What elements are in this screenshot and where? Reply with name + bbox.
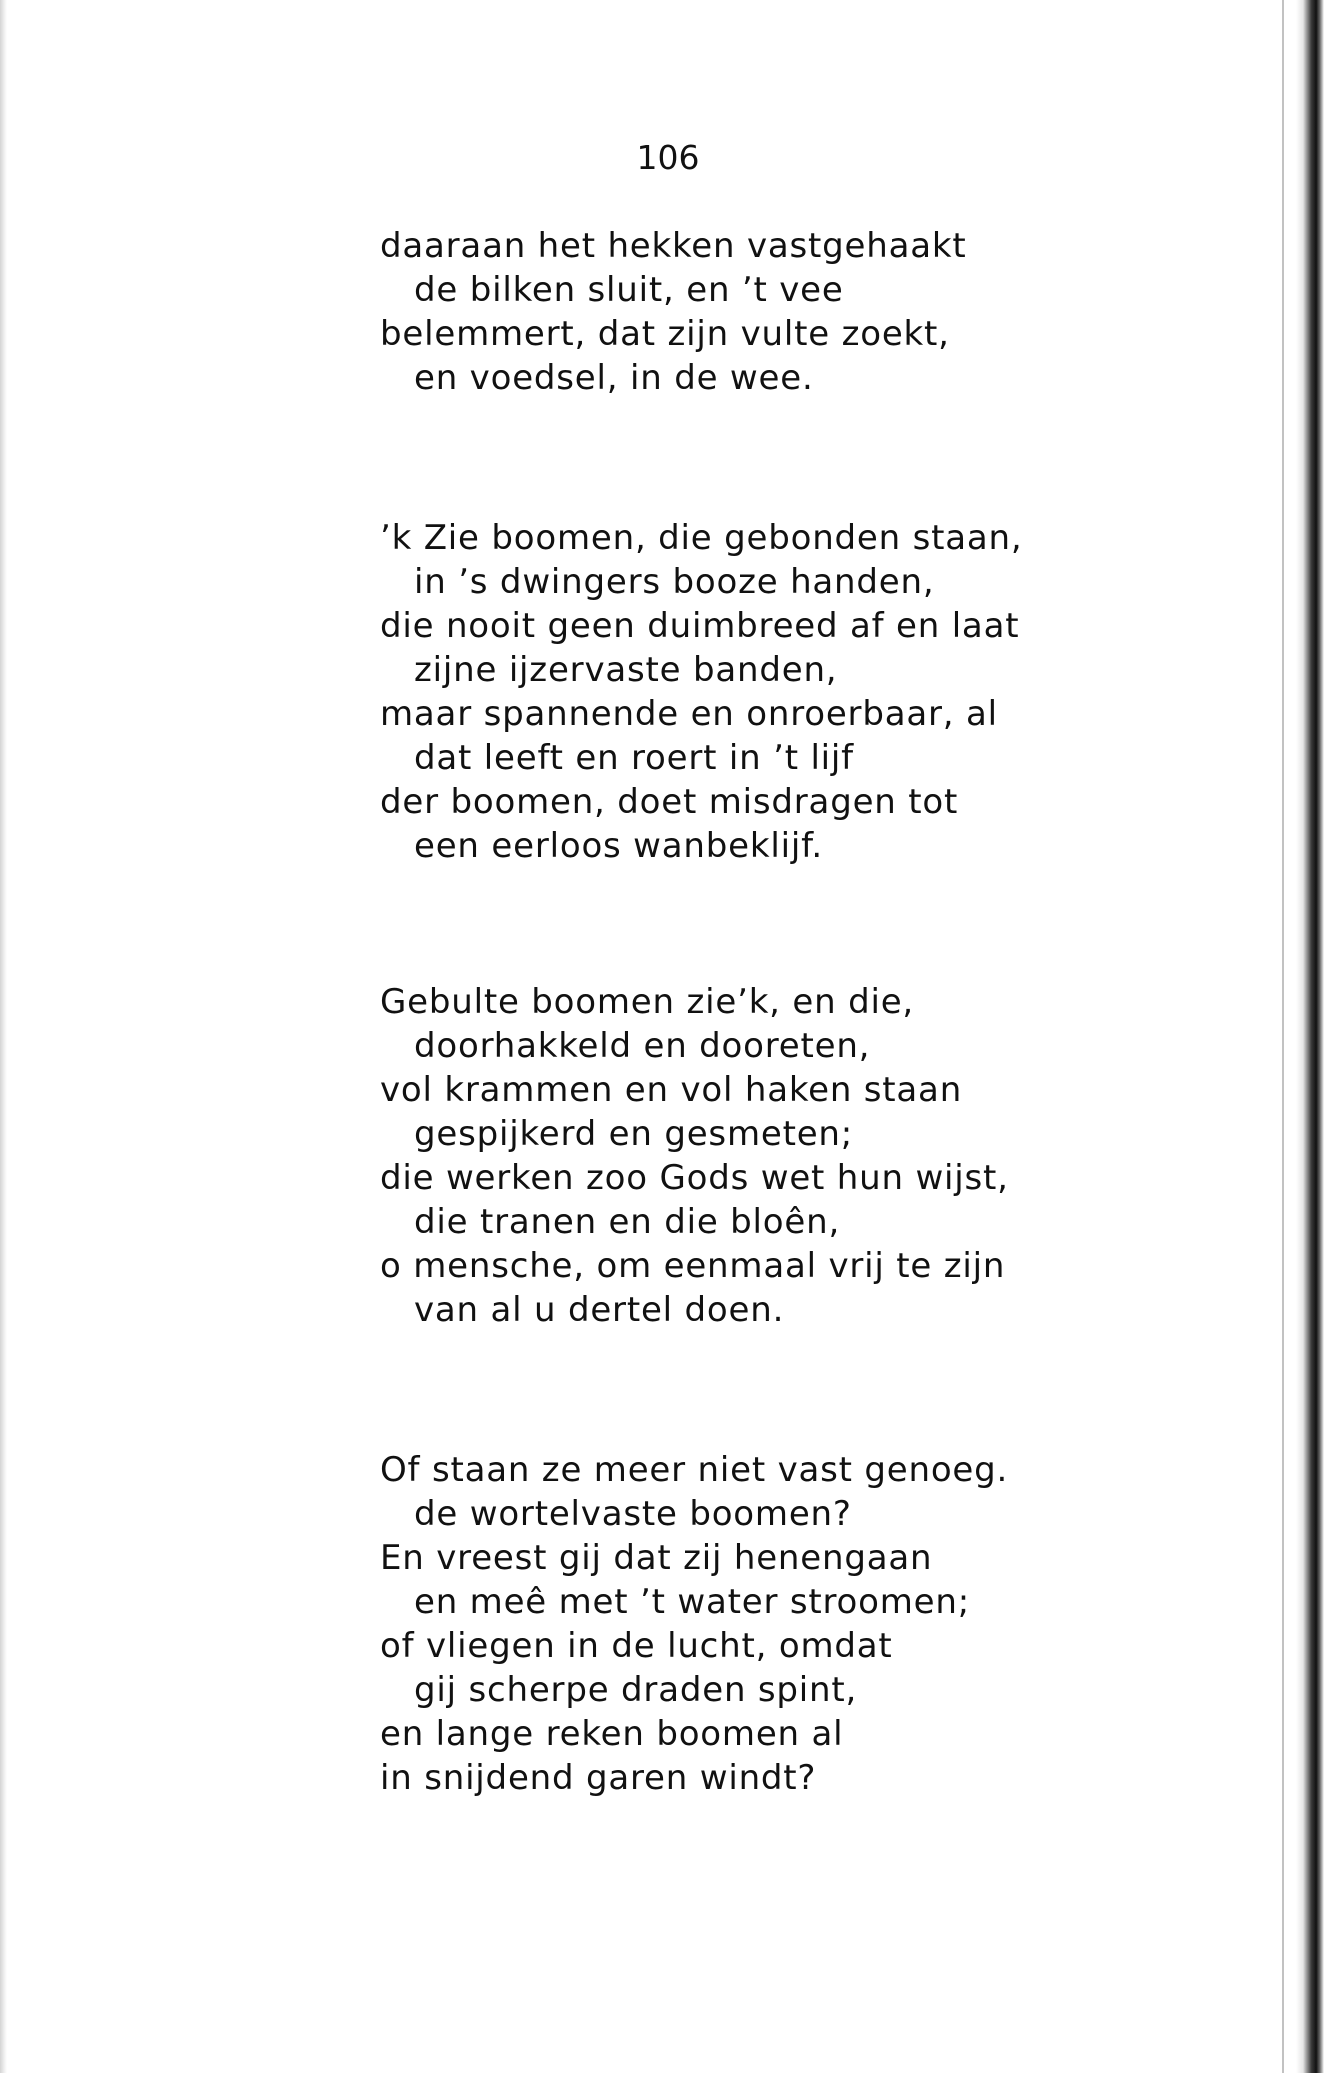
scan-edge-left [0,0,7,2073]
poem-line: belemmert, dat zijn vulte zoekt, [380,314,950,354]
stanza-2 [380,516,1023,868]
poem-line: de bilken sluit, en ’t vee [414,270,844,310]
poem-line: gij scherpe draden spint, [414,1670,858,1710]
page-number: 106 [636,138,700,177]
poem-line: die werken zoo Gods wet hun wijst, [380,1158,1009,1198]
poem-line: die tranen en die bloên, [414,1202,841,1242]
poem-line: in snijdend garen windt? [380,1758,817,1798]
poem-line: der boomen, doet misdragen tot [380,782,959,822]
poem-line: en meê met ’t water stroomen; [414,1582,970,1622]
poem-line: doorhakkeld en dooreten, [414,1026,871,1066]
poem-line: en voedsel, in de wee. [414,358,814,398]
poem-line: de wortelvaste boomen? [414,1494,852,1534]
poem-line: maar spannende en onroerbaar, al [380,694,998,734]
poem-line: of vliegen in de lucht, omdat [380,1626,893,1666]
scan-fold-line [1282,0,1284,2073]
stanza-4 [380,1448,1020,1800]
poem-line: in ’s dwingers booze handen, [414,562,935,602]
poem-line: En vreest gij dat zij henengaan [380,1538,933,1578]
stanza-1 [380,224,1020,400]
poem-line: zijne ijzervaste banden, [414,650,838,690]
poem-line: en lange reken boomen al [380,1714,844,1754]
poem-line: vol krammen en vol haken staan [380,1070,963,1110]
poem-line: gespijkerd en gesmeten; [414,1114,854,1154]
poem-line: daaraan het hekken vastgehaakt [380,226,967,266]
stanza-3 [380,980,1020,1332]
poem-line: o mensche, om eenmaal vrij te zijn [380,1246,1006,1286]
poem-line: van al u dertel doen. [414,1290,785,1330]
poem-line: Of staan ze meer niet vast genoeg. [380,1450,1009,1490]
poem-line: Gebulte boomen zie’k, en die, [380,982,915,1022]
poem-line: een eerloos wanbeklijf. [414,826,824,866]
poem-line: die nooit geen duimbreed af en laat [380,606,1020,646]
scan-edge-right [1296,0,1324,2073]
poem-line: dat leeft en roert in ’t lijf [414,738,854,778]
poem-line: ’k Zie boomen, die gebonden staan, [380,518,1023,558]
